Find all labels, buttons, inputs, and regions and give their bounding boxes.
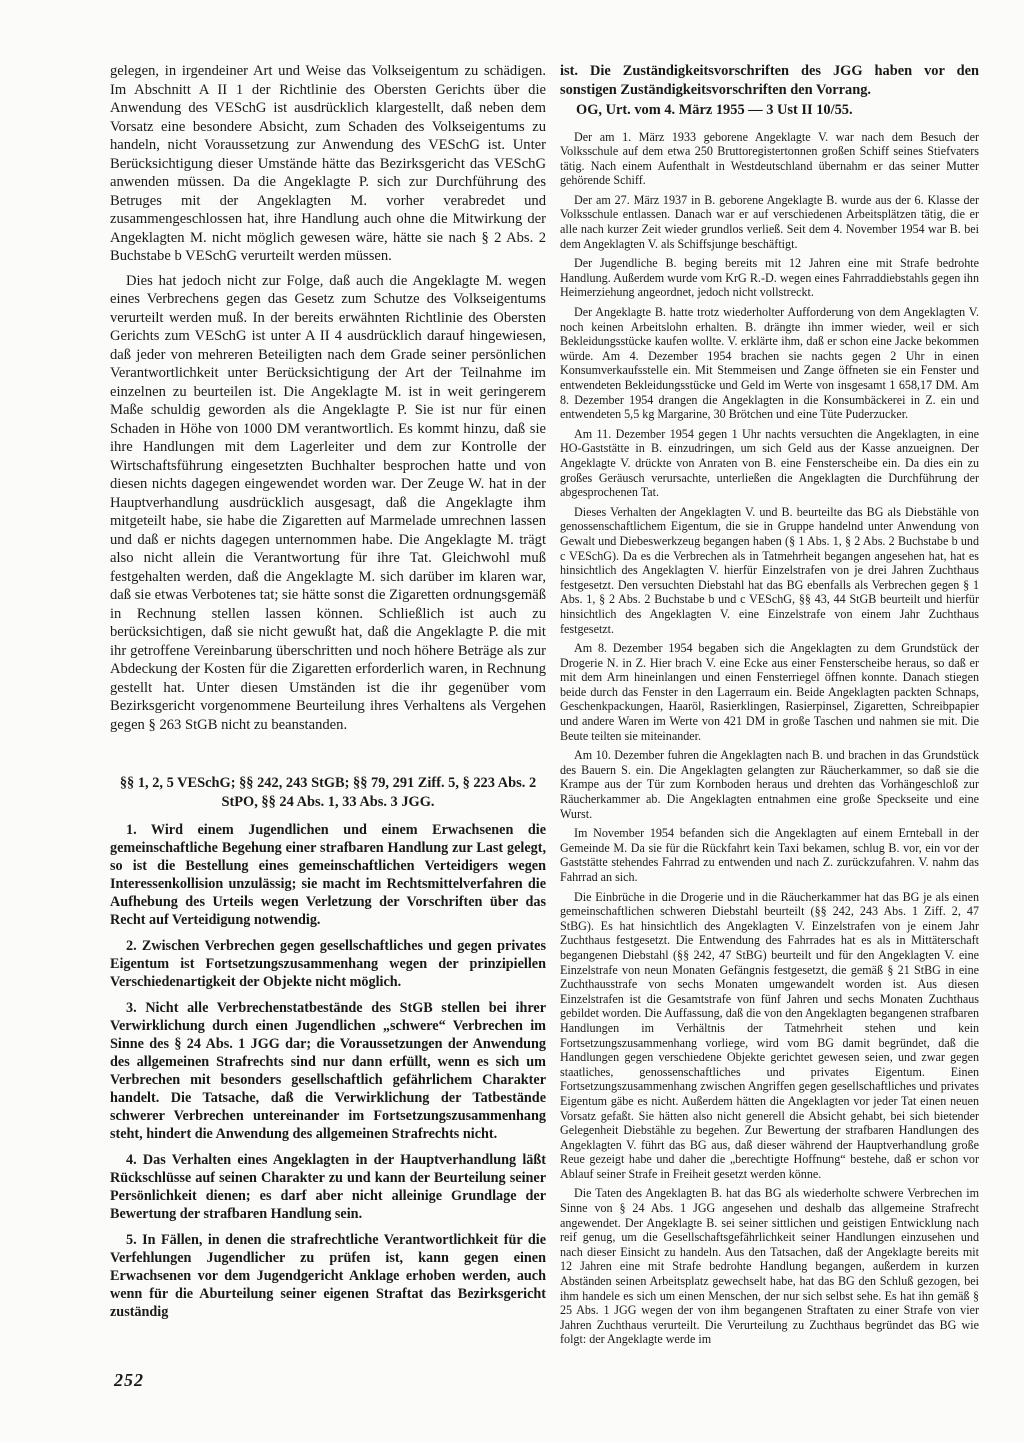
- body-paragraph: Der am 1. März 1933 geborene Angeklagte V. war nach dem Besuch der Volksschule auf dem etwa 250 Bruttoregistertonnen großen Schiff seines Stiefvaters tätig. Nach einem Aufenthalt in Westdeutschland übernahm er das seiner Mutter gehörende Schiff.: [560, 129, 979, 188]
- right-body-text: [560, 130, 979, 1348]
- leitsatz: 3. Nicht alle Verbrechenstatbestände des StGB stellen bei ihrer Verwirklichung durch einen Jugendlichen „schwere“ Verbrechen im Sinne des § 24 Abs. 1 JGG dar; die Voraussetzungen der Anwendung des allgemeinen Strafrechts sind nur dann erfüllt, wenn es sich um Verbrechen mit besonders gesellschaftlich gefährlichem Charakter handelt. Die Tatsache, daß die Verwirklichung der Tatbestände schwerer Verbrechen untereinander im Fortsetzungszusammenhang steht, hindert die Anwendung des allgemeinen Strafrechts nicht.: [110, 1000, 546, 1142]
- body-paragraph: Dies hat jedoch nicht zur Folge, daß auch die Angeklagte M. wegen eines Verbrechens gegen das Gesetz zum Schutze des Volkseigentums verurteilt werden muß. In der bereits erwähnten Richtlinie des Obersten Gerichts zum VESchG ist unter A II 4 ausdrücklich darauf hingewiesen, daß jeder von mehreren Beteiligten nach dem Grade seiner persönlichen Verantwortlichkeit unter Berücksichtigung der Art der Teilnahme im einzelnen zu beurteilen ist. Die Angeklagte M. ist in weit geringerem Maße schuldig geworden als die Angeklagte P. Sie ist nur für einen Schaden in Höhe von 1000 DM verantwortlich. Es kommt hinzu, daß sie ihre Handlungen mit dem Lagerleiter und dem zur Kontrolle der Wirtschaftsführung eingesetzten Buchhalter besprochen hatte und von diesen nichts dagegen eingewendet worden war. Der Zeuge W. hat in der Hauptverhandlung ausdrücklich ausgesagt, daß die Angeklagte ihm mitgeteilt habe, sie habe die Zigaretten auf Marmelade umrechnen lassen und daß er nichts dagegen unternommen habe. Die Angeklagte M. trägt also nicht allein die Verantwortung für ihre Tat. Gleichwohl muß festgehalten werden, daß die Angeklagte M. sich darüber im klaren war, daß sie etwas Verbotenes tat; sie hätte sonst die Zigaretten ordnungsgemäß in Rechnung stellen lassen können. Schließlich ist auch zu berücksichtigen, daß sie nicht gewußt hat, daß die Angeklagte P. die mit ihr getroffene Vereinbarung überschritten und noch höhere Beträge als zur Abdeckung der Kosten für die Zigaretten erforderlich waren, in Rechnung gestellt hat. Unter diesen Umständen ist die ihr gegenüber vom Bezirksgericht vorgenommene Beurteilung ihres Verhaltens als Vergehen gegen § 263 StGB nicht zu beanstanden.: [110, 272, 546, 733]
- body-paragraph: Am 8. Dezember 1954 begaben sich die Angeklagten zu dem Grundstück der Drogerie N. in Z. Hier brach V. eine Ecke aus einer Fensterscheibe heraus, so daß er mit dem Arm hineinlangen und einen Fensterriegel öffnen konnte. Danach stiegen beide durch das Fenster in den Lagerraum ein. Beide Angeklagten packten Schnaps, Geschenkpackungen, Haaröl, Rasierklingen, Rasierpinsel, Zigaretten, Schreibpapier und andere Waren im Werte von 421 DM in große Taschen und nahmen sie mit. Die Beute teilten sie miteinander.: [560, 641, 979, 743]
- body-paragraph: Die Einbrüche in die Drogerie und in die Räucherkammer hat das BG je als einen gemeinschaftlichen schweren Diebstahl beurteilt (§§ 242, 243 Abs. 1 Ziff. 2, 47 StBG). Es hat hinsichtlich des Angeklagten V. Einzelstrafen von je einem Jahr Zuchthaus festgesetzt. Die Entwendung des Fahrrades hat es als in Mittäterschaft begangenen Diebstahl (§§ 242, 47 StBG) beurteilt und für den Angeklagten V. eine Einzelstrafe von neun Monaten Gefängnis festgesetzt, die gemäß § 21 StBG in eine Zuchthausstrafe von sechs Monaten umgewandelt worden ist. Aus diesen Einzelstrafen ist die Gesamtstrafe von fünf Jahren und sechs Monaten Zuchthaus gebildet worden. Die Auffassung, daß die von den Angeklagten begangenen strafbaren Handlungen im Verhältnis der Tatmehrheit stehen und kein Fortsetzungszusammenhang vorliege, wird vom BG damit begründet, daß die Handlungen gegen verschiedene Objekte gerichtet gewesen seien, und zwar gegen staatliches, genossenschaftliches und privates Eigentum. Einen Fortsetzungszusammenhang zwischen Angriffen gegen gesellschaftliches und privates Eigentum gäbe es nicht. Außerdem hätten die Angeklagten vor jeder Tat einen neuen Vorsatz gefaßt. Sie hätten also nicht generell die Absicht gehabt, bei sich bietender Gelegenheit Diebstähle zu begehen. Zur Bewertung der strafbaren Handlungen des Angeklagten V. führt das BG aus, daß dieser während der Hauptverhandlung große Reue gezeigt habe und daher die „berechtigte Hoffnung“ bestehe, daß er schon vor Ablauf seiner Strafe in Freiheit gesetzt werden könne.: [560, 889, 979, 1181]
- body-paragraph: Am 11. Dezember 1954 gegen 1 Uhr nachts versuchten die Angeklagten, in eine HO-Gaststätte in B. einzudringen, um sich Geld aus der Kasse anzueignen. Der Angeklagte V. drückte von Anraten von B. eine Fensterscheibe ein. Da dies ein zu großes Geräusch verursachte, unterließen die Angeklagten die Durchführung der abgesprochenen Tat.: [560, 426, 979, 500]
- body-paragraph: Am 10. Dezember fuhren die Angeklagten nach B. und brachen in das Grundstück des Bauern S. ein. Die Angeklagten gelangten zur Räucherkammer, so daß sie die Krampe aus der Tür zum Kornboden heraus und drehten das Vorhängeschloß zur Räucherkammer ab. Die Angeklagten entnahmen eine große Speckseite und eine Wurst.: [560, 748, 979, 821]
- page-number: 252: [114, 1370, 144, 1390]
- body-paragraph: Die Taten des Angeklagten B. hat das BG als wiederholte schwere Verbrechen im Sinne von § 24 Abs. 1 JGG angesehen und deshalb das allgemeine Strafrecht angewendet. Der Angeklagte B. sei seiner sittlichen und geistigen Entwicklung nach reif genug, um die Gesellschaftsgefährlichkeit seiner Handlungen einzusehen und nach dieser Einsicht zu handeln. Aus den Tatsachen, daß der Angeklagte bereits mit 12 Jahren eine mit Strafe bedrohte Handlung begangen, außerdem in kurzen Abständen seinen Arbeitsplatz gewechselt habe, hat das BG den Schluß gezogen, bei ihm handele es sich um einen Menschen, der nur sich selbst sehe. Es hat ihn gemäß § 25 Abs. 1 JGG wegen der von ihm begangenen Straftaten zu einer Strafe von vier Jahren Zuchthaus verurteilt. Die Verurteilung zu Zuchthaus begründet das BG wie folgt: der Angeklagte werde im: [560, 1186, 979, 1347]
- leitsaetze-list: [110, 821, 546, 1321]
- body-paragraph: Der Angeklagte B. hatte trotz wiederholter Aufforderung von dem Angeklagten V. noch keinen Arbeitslohn erhalten. B. drängte ihn immer wieder, weil er sich Bekleidungsstücke kaufen wollte. V. erklärte ihm, daß er schon eine Jacke bekommen würde. Am 4. Dezember 1954 brachen sie nachts gegen 2 Uhr in einen Konsumverkaufsstelle ein. Mit Stemmeisen und Zange öffneten sie ein Fenster und entwendeten Bekleidungsstücke und Geld im Werte von insgesamt 1 658,17 DM. Am 8. Dezember 1954 drangen die Angeklagten in die Konsumbäckerei in Z. ein und entwendeten 5,5 kg Margarine, 30 Brötchen und eine Tüte Puderzucker.: [560, 305, 979, 422]
- body-paragraph: gelegen, in irgendeiner Art und Weise das Volkseigentum zu schädigen. Im Abschnitt A II 1 der Richtlinie des Obersten Gerichts über die Anwendung des VESchG ist ausdrücklich klargestellt, daß neben dem Vorsatz eine besondere Absicht, zum Schaden des Volkseigentums zu handeln, nicht Voraussetzung zur Anwendung des VESchG ist. Unter Berücksichtigung dieser Umstände hätte das Bezirksgericht das VESchG anwenden müssen. Da die Angeklagte P. sich zur Durchführung des Betruges mit der Angeklagten M. vorher verabredet und zusammengeschlossen hat, ihre Handlung auch ohne die Mitwirkung der Angeklagten M. nicht möglich gewesen wäre, hätte sie nach § 2 Abs. 2 Buchstabe b VESchG verurteilt werden müssen.: [110, 63, 546, 264]
- court-reference: OG, Urt. vom 4. März 1955 — 3 Ust II 10/55.: [576, 102, 853, 118]
- leitsatz: 5. In Fällen, in denen die strafrechtliche Verantwortlichkeit für die Verfehlungen Jugendlicher zu prüfen ist, kann gegen einen Erwachsenen vor dem Jugendgericht Anklage erhoben werden, auch wenn für die Aburteilung seiner eigenen Straftat das Bezirksgericht zuständig: [110, 1232, 546, 1320]
- leitsatz: 1. Wird einem Jugendlichen und einem Erwachsenen die gemeinschaftliche Begehung einer strafbaren Handlung zur Last gelegt, so ist die Bestellung eines gemeinschaftlichen Verteidigers wegen Interessenkollision unzulässig; sie macht im Rechtsmittelverfahren die Aufhebung des Urteils wegen Verletzung der Vorschriften über das Recht auf Verteidigung notwendig.: [110, 822, 546, 928]
- body-paragraph: Im November 1954 befanden sich die Angeklagten auf einem Ernteball in der Gemeinde M. Da sie für die Rückfahrt kein Taxi bekamen, schlug B. vor, ein vor der Gaststätte stehendes Fahrrad zu entwenden und nach Z. zurückzufahren. V. nahm das Fahrrad an sich.: [560, 826, 979, 884]
- leitsatz: 2. Zwischen Verbrechen gegen gesellschaftliches und gegen privates Eigentum ist Fortsetzungszusammenhang wegen der prinzipiellen Verschiedenartigkeit der Objekte nicht möglich.: [110, 938, 546, 990]
- body-paragraph: Der Jugendliche B. beging bereits mit 12 Jahren eine mit Strafe bedrohte Handlung. Außerdem wurde vom KrG R.-D. wegen eines Fahrraddiebstahls gegen ihn Heimerziehung angeordnet, jedoch nicht vollstreckt.: [560, 256, 979, 300]
- leitsatz-continuation: ist. Die Zuständigkeitsvorschriften des JGG haben vor den sonstigen Zuständigkeitsvorschriften den Vorrang.: [560, 63, 979, 98]
- left-column: [110, 62, 546, 1329]
- law-references-heading: §§ 1, 2, 5 VESchG; §§ 242, 243 StGB; §§ 79, 291 Ziff. 5, § 223 Abs. 2 StPO, §§ 24 Abs. 1, 33 Abs. 3 JGG.: [119, 775, 537, 810]
- right-column: [560, 62, 979, 1352]
- body-paragraph: Dieses Verhalten der Angeklagten V. und B. beurteilte das BG als Diebstähle von genossenschaftlichem Eigentum, die sie in Gruppe handelnd unter Anwendung von Gewalt und Diebeswerkzeug begangen haben (§ 1 Abs. 1, § 2 Abs. 2 Buchstabe b und c VESchG). Da es die Verbrechen als in Tatmehrheit begangen angesehen hat, hat es hinsichtlich des Angeklagten V. hierfür Einzelstrafen von je drei Jahren Zuchthaus festgesetzt. Den versuchten Diebstahl hat das BG ebenfalls als Verbrechen gegen § 1 Abs. 1, § 2 Abs. 2 Buchstabe b und c VESchG, §§ 43, 44 StGB beurteilt und hierfür hinsichtlich des Angeklagten V. eine Einzelstrafe von einem Jahr Zuchthaus festgesetzt.: [560, 504, 979, 636]
- leitsatz: 4. Das Verhalten eines Angeklagten in der Hauptverhandlung läßt Rückschlüsse auf seinen Charakter zu und kann der Beurteilung seiner Persönlichkeit dienen; es darf aber nicht alleinige Grundlage der Bewertung der strafbaren Handlung sein.: [110, 1152, 546, 1222]
- left-body-text: [110, 62, 546, 734]
- body-paragraph: Der am 27. März 1937 in B. geborene Angeklagte B. wurde aus der 6. Klasse der Volksschule entlassen. Danach war er auf verschiedenen Arbeitsplätzen tätig, die er alle nach kurzer Zeit wieder grundlos verließ. Seit dem 4. November 1954 war B. bei dem Angeklagten V. als Schiffsjunge beschäftigt.: [560, 192, 979, 251]
